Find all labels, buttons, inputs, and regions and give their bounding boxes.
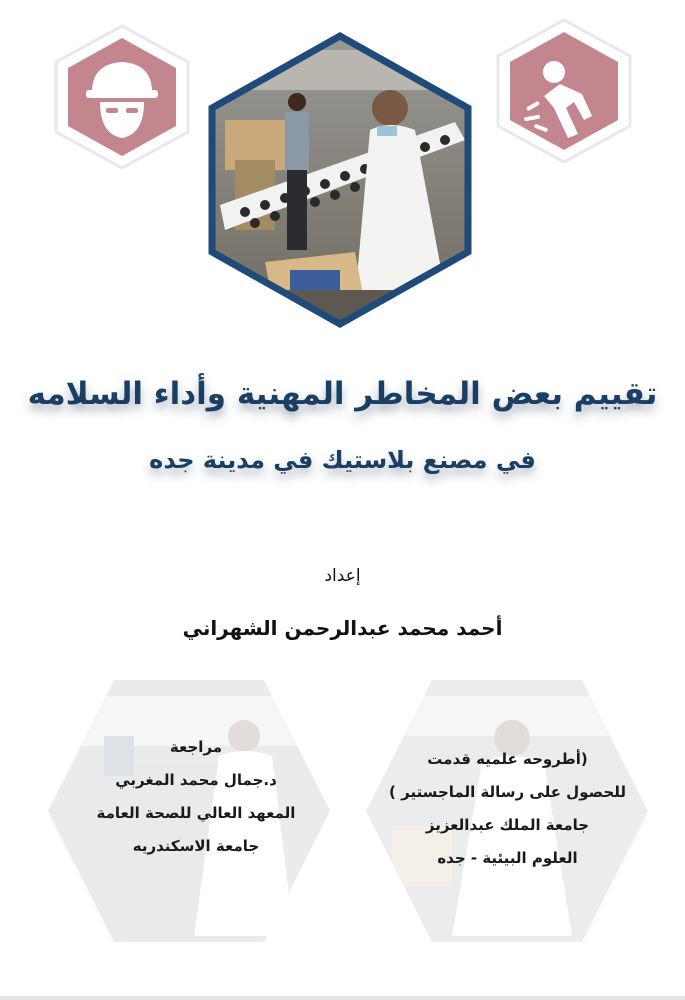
page-bottom-divider xyxy=(0,996,685,1000)
page-title: تقييم بعض المخاطر المهنية وأداء السلامه xyxy=(27,376,658,412)
author-name: أحمد محمد عبدالرحمن الشهراني xyxy=(182,616,503,640)
reviewer-name: د.جمال محمد المغربي xyxy=(115,771,277,789)
prepared-by-label: إعداد xyxy=(324,566,361,586)
factory-photo xyxy=(205,30,475,330)
reviewer-block xyxy=(76,731,316,863)
hard-hat-icon-hexagon xyxy=(52,22,192,172)
page-subtitle: في مصنع بلاستيك في مدينة جده xyxy=(149,446,536,474)
thesis-university: جامعة الملك عبدالعزيز xyxy=(425,816,590,834)
reviewer-university: جامعة الاسكندريه xyxy=(132,837,260,855)
factory-photo-hexagon xyxy=(205,30,475,330)
falling-worker-icon-hexagon xyxy=(494,16,634,166)
thesis-line-1: (أطروحه علميه قدمت xyxy=(427,750,588,768)
thesis-block xyxy=(380,743,635,875)
thesis-line-2: للحصول على رسالة الماجستير ) xyxy=(389,783,626,801)
reviewer-institute: المعهد العالي للصحة العامة xyxy=(96,804,296,822)
reviewer-label: مراجعة xyxy=(169,738,223,756)
thesis-department: العلوم البيئية - جده xyxy=(437,849,578,867)
